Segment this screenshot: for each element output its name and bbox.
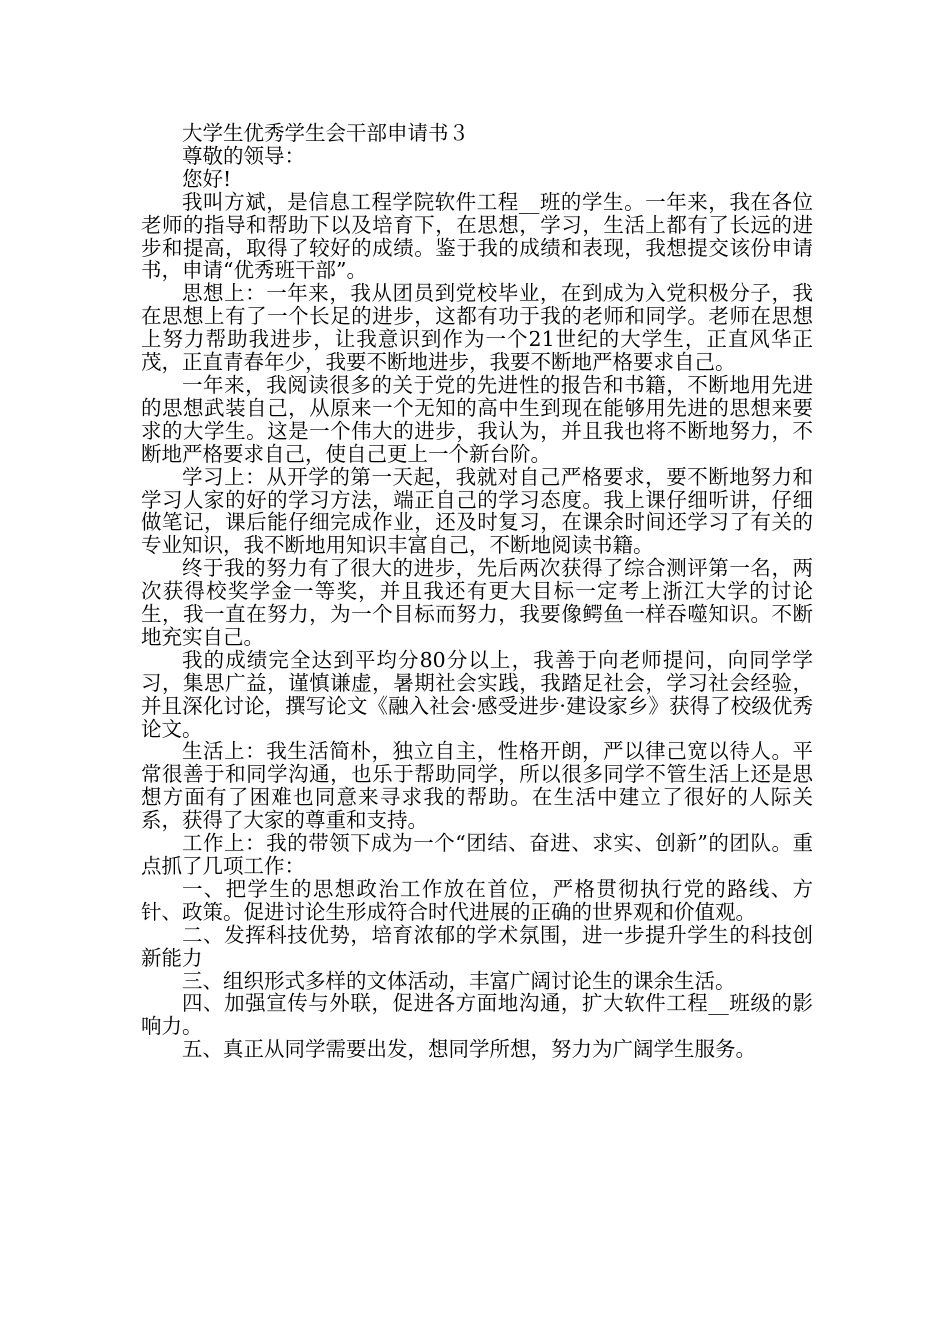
paragraph-life: 生活上：我生活简朴，独立自主，性格开朗，严以律己宽以待人。平常很善于和同学沟通，也乐于帮助同学，所以很多同学不管生活上还是思想方面有了困难也同意来寻求我的帮助。在生活中建立了很好的人际关系，获得了大家的尊重和支持。 bbox=[141, 739, 813, 833]
salutation: 尊敬的领导： bbox=[182, 143, 305, 168]
document-body bbox=[141, 122, 813, 1061]
list-item-two: 二、发挥科技优势，培育浓郁的学术氛围，进一步提升学生的科技创新能力 bbox=[141, 922, 813, 970]
paragraph-reading: 一年来，我阅读很多的关于党的先进性的报告和书籍，不断地用先进的思想武装自己，从原来一个无知的高中生到现在能够用先进的思想来要求的大学生。这是一个伟大的进步，我认为，并且我也将不断地努力，不断地严格要求自己，使自己更上一个新台阶。 bbox=[141, 372, 813, 466]
paragraph-grades: 我的成绩完全达到平均分80分以上，我善于向老师提问，向同学学习，集思广益，谨慎谦虚，暑期社会实践，我踏足社会，学习社会经验，并且深化讨论，撰写论文《融入社会·感受进步·建设家乡》获得了校级优秀论文。 bbox=[141, 647, 813, 741]
list-item-five: 五、真正从同学需要出发，想同学所想，努力为广阔学生服务。 bbox=[182, 1037, 756, 1062]
list-item-three: 三、组织形式多样的文体活动，丰富广阔讨论生的课余生活。 bbox=[182, 968, 736, 993]
list-item-one: 一、把学生的思想政治工作放在首位，严格贯彻执行党的路线、方针、政策。促进讨论生形成符合时代进展的正确的世界观和价值观。 bbox=[141, 876, 813, 924]
paragraph-study: 学习上：从开学的第一天起，我就对自己严格要求，要不断地努力和学习人家的好的学习方法，端正自己的学习态度。我上课仔细听讲，仔细做笔记，课后能仔细完成作业，还及时复习，在课余时间还学习了有关的专业知识，我不断地用知识丰富自己，不断地阅读书籍。 bbox=[141, 464, 813, 558]
paragraph-intro: 我叫方斌，是信息工程学院软件工程__班的学生。一年来，我在各位老师的指导和帮助下以及培育下，在思想，学习，生活上都有了长远的进步和提高，取得了较好的成绩。鉴于我的成绩和表现，我想提交该份申请书，申请“优秀班干部”。 bbox=[141, 189, 813, 283]
paragraph-thought: 思想上：一年来，我从团员到党校毕业，在到成为入党积极分子，我在思想上有了一个长足的进步，这都有功于我的老师和同学。老师在思想上努力帮助我进步，让我意识到作为一个21世纪的大学生，正直风华正茂，正直青春年少，我要不断地进步，我要不断地严格要求自己。 bbox=[141, 281, 813, 375]
document-title: 大学生优秀学生会干部申请书３ bbox=[182, 121, 469, 145]
paragraph-work: 工作上：我的带领下成为一个“团结、奋进、求实、创新”的团队。重点抓了几项工作： bbox=[141, 831, 813, 878]
list-item-four: 四、加强宣传与外联，促进各方面地沟通，扩大软件工程__班级的影响力。 bbox=[141, 991, 813, 1039]
paragraph-progress: 终于我的努力有了很大的进步，先后两次获得了综合测评第一名，两次获得校奖学金一等奖，并且我还有更大目标一定考上浙江大学的讨论生，我一直在努力，为一个目标而努力，我要像鳄鱼一样吞噬知识。不断地充实自己。 bbox=[141, 556, 813, 649]
greeting: 您好! bbox=[182, 166, 232, 191]
